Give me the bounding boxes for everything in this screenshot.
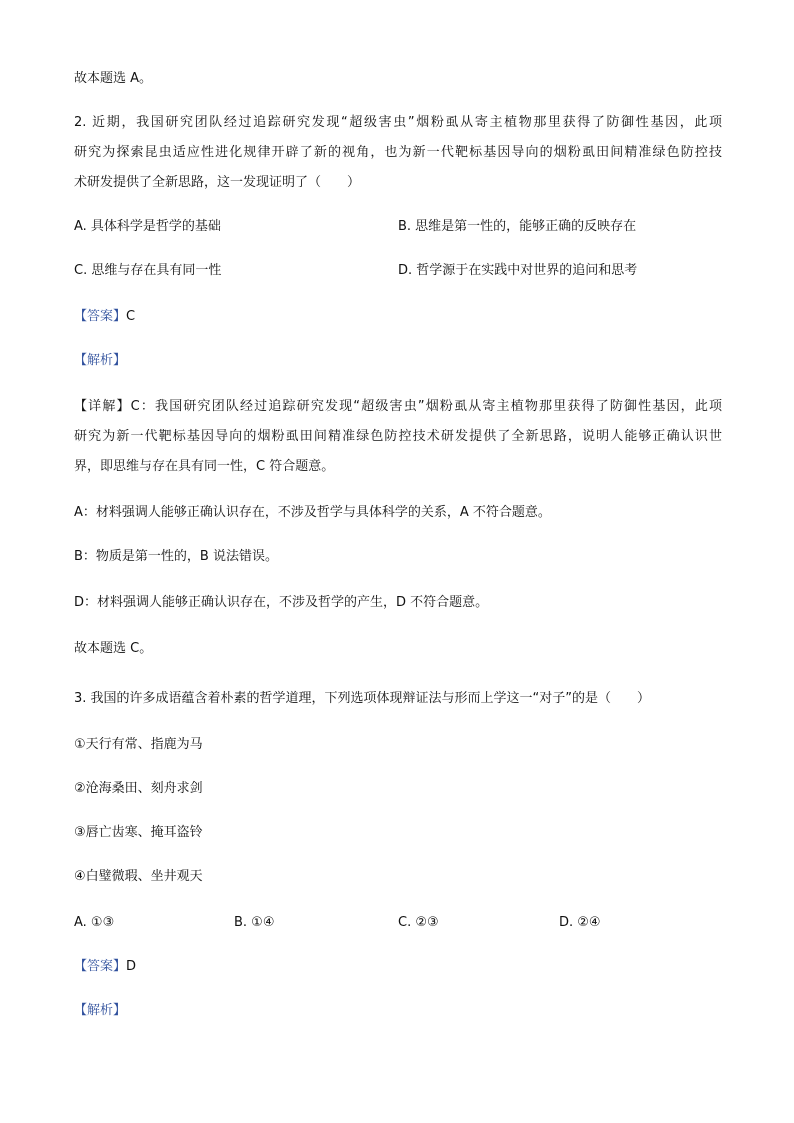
answer-value: C (126, 309, 136, 324)
question-3-option-b: B. ①④ (234, 915, 275, 930)
question-2-stem-line-2: 研究为探索昆虫适应性进化规律开辟了新的视角，也为新一代靶标基因导向的烟粉虱田间精准绿色防控技 (74, 145, 722, 160)
question-3-item-3: ③唇亡齿寒、掩耳盗铃 (74, 825, 203, 840)
question-3-analysis-label: 【解析】 (74, 1003, 127, 1018)
question-3-answer (74, 958, 136, 976)
answer-label: 【答案】 (74, 959, 127, 974)
question-2-answer (74, 308, 135, 326)
question-2-explanation-b: B：物质是第一性的，B 说法错误。 (74, 549, 278, 564)
question-3-item-2: ②沧海桑田、刻舟求剑 (74, 781, 203, 796)
question-2-detail-line-2: 研究为新一代靶标基因导向的烟粉虱田间精准绿色防控技术研发提供了全新思路，说明人能够正确认识世 (74, 429, 722, 444)
question-3-option-c: C. ②③ (398, 915, 439, 930)
question-2-explanation-d: D：材料强调人能够正确认识存在，不涉及哲学的产生，D 不符合题意。 (74, 595, 489, 610)
question-2-detail-line-3: 界，即思维与存在具有同一性，C 符合题意。 (74, 459, 335, 474)
answer-label: 【答案】 (74, 309, 127, 324)
question-2-option-a: A. 具体科学是哲学的基础 (74, 219, 221, 234)
question-2-conclusion: 故本题选 C。 (74, 641, 153, 656)
question-2-stem-line-1: 2. 近期，我国研究团队经过追踪研究发现“超级害虫”烟粉虱从寄主植物那里获得了防御性基因，此项 (74, 115, 722, 130)
question-2-explanation-a: A：材料强调人能够正确认识存在，不涉及哲学与具体科学的关系，A 不符合题意。 (74, 505, 551, 520)
question-2-analysis-label: 【解析】 (74, 353, 127, 368)
question-3-item-4: ④白璧微瑕、坐井观天 (74, 869, 203, 884)
question-2-option-b: B. 思维是第一性的，能够正确的反映存在 (398, 219, 637, 234)
question-3-option-d: D. ②④ (559, 915, 601, 930)
answer-value: D (126, 959, 137, 974)
question-2-detail-line-1: 【详解】C：我国研究团队经过追踪研究发现“超级害虫”烟粉虱从寄主植物那里获得了防御性基因，此项 (74, 399, 722, 414)
question-2-stem-line-3: 术研发提供了全新思路，这一发现证明了（ ） (74, 175, 361, 190)
question-3-item-1: ①天行有常、指鹿为马 (74, 737, 203, 752)
question-2-option-c: C. 思维与存在具有同一性 (74, 263, 222, 278)
question-3-option-a: A. ①③ (74, 915, 115, 930)
question-3-stem: 3. 我国的许多成语蕴含着朴素的哲学道理，下列选项体现辩证法与形而上学这一“对子”的是（ ） (74, 691, 651, 706)
question-2-option-d: D. 哲学源于在实践中对世界的追问和思考 (398, 263, 638, 278)
previous-conclusion: 故本题选 A。 (74, 71, 153, 86)
